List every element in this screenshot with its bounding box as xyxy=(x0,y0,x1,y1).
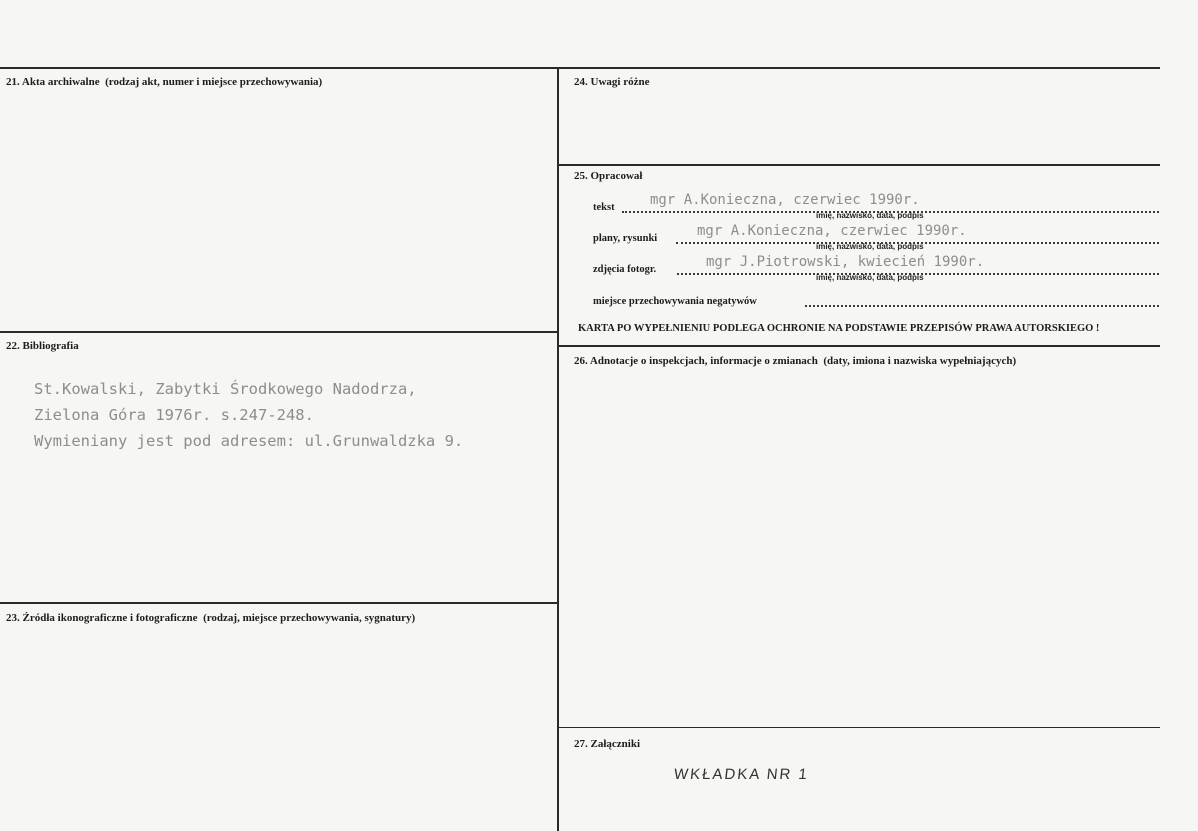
negatives-location-dots xyxy=(805,305,1159,307)
prepared-photos-label: zdjęcia fotogr. xyxy=(593,264,657,275)
prepared-photos-value: mgr J.Piotrowski, kwiecień 1990r. xyxy=(706,254,985,270)
section-27-zalaczniki: 27. Załączniki xyxy=(574,738,641,750)
section-23-hint: (rodzaj, miejsce przechowywania, sygnatury) xyxy=(203,612,416,624)
section-21-hint: (rodzaj akt, numer i miejsce przechowywania) xyxy=(105,76,323,88)
section-22-bibliografia: 22. Bibliografia xyxy=(6,340,79,352)
section-24-uwagi-rozne: 24. Uwagi różne xyxy=(574,76,650,88)
attachment-handwritten-note: WKŁADKA NR 1 xyxy=(673,766,810,783)
prepared-photos-sublabel: imię, nazwisko, data, podpis xyxy=(816,273,924,282)
rule-24-25 xyxy=(557,164,1160,166)
section-25-opracowal: 25. Opracował xyxy=(574,170,643,182)
prepared-plans-sublabel: imię, nazwisko, data, podpis xyxy=(816,242,924,251)
section-23-zrodla-ikonograficzne xyxy=(6,612,415,624)
section-26-hint: (daty, imiona i nazwiska wypełniających) xyxy=(823,355,1017,367)
negatives-location-label: miejsce przechowywania negatywów xyxy=(593,296,757,307)
prepared-text-label: tekst xyxy=(593,202,615,213)
bibliography-line-1: St.Kowalski, Zabytki Środkowego Nadodrza, xyxy=(34,380,417,398)
rule-26-27 xyxy=(557,727,1160,728)
section-26-label: 26. Adnotacje o inspekcjach, informacje o zmianach xyxy=(574,355,818,367)
bibliography-line-2: Zielona Góra 1976r. s.247-248. xyxy=(34,406,314,424)
bibliography-text xyxy=(34,376,463,454)
bibliography-line-3: Wymieniany jest pod adresem: ul.Grunwaldzka 9. xyxy=(34,432,464,450)
section-26-adnotacje xyxy=(574,355,1016,367)
prepared-text-sublabel: imię, nazwisko, data, podpis xyxy=(816,211,924,220)
rule-25-26 xyxy=(557,345,1160,347)
top-rule xyxy=(0,67,1160,69)
prepared-text-value: mgr A.Konieczna, czerwiec 1990r. xyxy=(650,192,920,208)
prepared-plans-label: plany, rysunki xyxy=(593,233,658,244)
section-21-label: 21. Akta archiwalne xyxy=(6,76,100,88)
copyright-notice: KARTA PO WYPEŁNIENIU PODLEGA OCHRONIE NA PODSTAWIE PRZEPISÓW PRAWA AUTORSKIEGO ! xyxy=(578,323,1100,334)
rule-21-22 xyxy=(0,331,558,333)
section-21-akta-archiwalne xyxy=(6,76,322,88)
center-divider xyxy=(557,67,559,831)
rule-22-23 xyxy=(0,602,558,604)
prepared-plans-value: mgr A.Konieczna, czerwiec 1990r. xyxy=(697,223,967,239)
section-23-label: 23. Źródła ikonograficzne i fotograficzne xyxy=(6,612,198,624)
